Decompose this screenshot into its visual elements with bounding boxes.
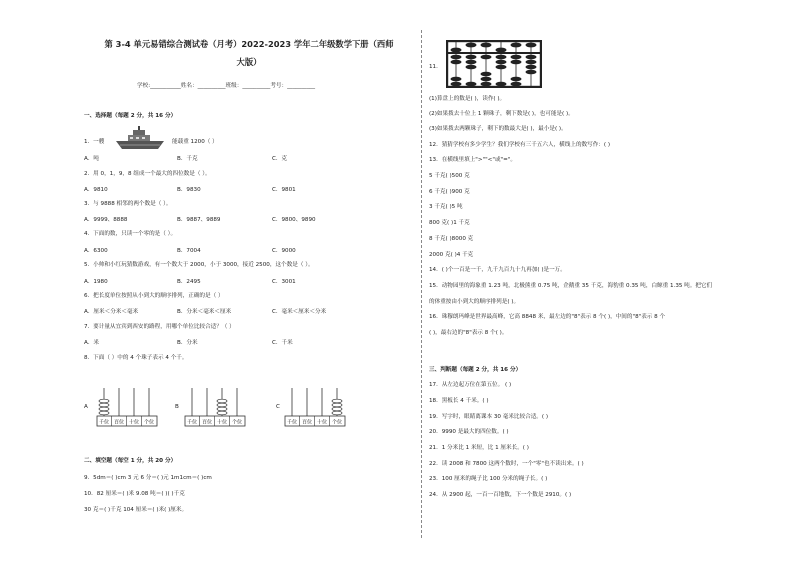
abacus-bead [511, 77, 522, 82]
abacus-bead [332, 399, 342, 403]
abacus-bead [526, 55, 537, 60]
q8-text: 8．下面（ ）中的 4 个珠子表示 4 个千。 [84, 355, 188, 361]
option-c: C．毫米＜厘米＜分米 [272, 309, 327, 315]
q16-text-b: ( )，最右边的"8"表示 8 个( )。 [429, 330, 508, 336]
option-a: A．米 [84, 340, 100, 346]
abacus-icon [96, 386, 158, 428]
abacus-place-label: 个位 [231, 419, 243, 426]
q19-text: 19．写字时，眼睛离课本 30 毫米比较合适。( ) [429, 414, 549, 420]
abacus-icon [446, 40, 542, 88]
abacus-bead [217, 399, 227, 403]
q17-text: 17．从左边起万位在第五位。 ( ) [429, 382, 512, 388]
option-c: C．9000 [272, 248, 296, 254]
abacus-place-label: 十位 [128, 419, 140, 426]
q13-item: 800 克( )1 千克 [429, 220, 470, 226]
q13-item: 5 千克( )500 克 [429, 173, 470, 179]
abacus-bead [511, 60, 522, 65]
q13-item: 6 千克( )900 克 [429, 189, 470, 195]
q1-text: 1．一艘 [84, 139, 105, 145]
abacus-bead [526, 43, 537, 48]
abacus-bead [99, 403, 109, 407]
option-c: C．3001 [272, 279, 296, 285]
q1-tail: 能载重 1200（ ） [172, 139, 218, 145]
abacus-place-label: 个位 [143, 419, 155, 426]
section3-heading: 三、判断题（每题 2 分，共 16 分） [429, 367, 522, 373]
q22-text: 22．读 2008 和 7800 这两个数时，一个"零"也不读出来。( ) [429, 461, 584, 467]
abacus-bead [217, 403, 227, 407]
q15-text-b: 的体重按由小到大的顺序排列是( )。 [429, 299, 520, 305]
abacus-bead [451, 77, 462, 82]
q7-text: 7．要计量从宜宾到西安的路程，用哪个单位比较合适？（ ） [84, 324, 235, 330]
column-divider [421, 30, 422, 538]
abacus-bead [466, 43, 477, 48]
abacus-bead [496, 48, 507, 53]
q21-text: 21．1 分米比 1 米短，比 1 厘米长。( ) [429, 445, 529, 451]
option-a: A．9810 [84, 187, 108, 193]
q8-option-a: A [84, 404, 88, 410]
section1-heading: 一、选择题（每题 2 分，共 16 分） [84, 113, 177, 119]
abacus-bead [481, 55, 492, 60]
option-b: B．分米＜毫米＜厘米 [177, 309, 232, 315]
abacus-place-label: 百位 [201, 419, 213, 426]
abacus-bead [451, 55, 462, 60]
abacus-bead [496, 55, 507, 60]
abacus-bead [451, 60, 462, 65]
abacus-place-label: 百位 [301, 419, 313, 426]
option-b: B．分米 [177, 340, 198, 346]
q5-text: 5．小帅和小红玩猜数游戏，有一个数大于 2000，小于 3000，接近 2500，这个数是（ ）。 [84, 262, 314, 268]
abacus-bead [332, 403, 342, 407]
option-b: B．千克 [177, 156, 198, 162]
abacus-bead [481, 82, 492, 87]
option-a: A．吨 [84, 156, 100, 162]
abacus-bead [217, 411, 227, 415]
q11a-text: (1)算盘上的数是( )，读作( )。 [429, 96, 506, 102]
abacus-bead [99, 407, 109, 411]
option-a: A．6300 [84, 248, 108, 254]
option-c: C．千米 [272, 340, 293, 346]
abacus-place-label: 千位 [98, 419, 110, 426]
q8-option-c: C [276, 404, 280, 410]
abacus-bead [496, 65, 507, 70]
abacus-bead [481, 77, 492, 82]
page-title-line1: 第 3-4 单元易错综合测试卷（月考）2022-2023 学年二年级数学下册（西师 [104, 39, 394, 49]
q3-text: 3．与 9888 相邻的两个数是（ ）。 [84, 201, 172, 207]
abacus-bead [332, 407, 342, 411]
q13-item: 2000 克( )4 千克 [429, 252, 474, 258]
student-info: 学校:___________姓名：__________班级：__________考号：__________ [137, 83, 316, 89]
option-b: B．2495 [177, 279, 201, 285]
q13-item: 3 千克( )5 吨 [429, 204, 463, 210]
abacus-bead [496, 60, 507, 65]
abacus-place-label: 千位 [286, 419, 298, 426]
abacus-icon [184, 386, 246, 428]
q11b-text: (2)如果拨去十位上 1 颗珠子，剩下数是( )，也可能是( )。 [429, 111, 574, 117]
abacus-bead [99, 399, 109, 403]
abacus-place-label: 个位 [331, 419, 343, 426]
abacus-bead [466, 82, 477, 87]
q4-text: 4．下面的数，只读一个零的是（ ）。 [84, 231, 177, 237]
q23-text: 23．100 厘米的绳子比 100 分米的绳子长。( ) [429, 476, 548, 482]
q10-text-b: 30 克＝( )千克 104 厘米＝( )米( )厘米。 [84, 507, 188, 513]
abacus-bead [511, 43, 522, 48]
abacus-bead [451, 48, 462, 53]
q2-text: 2．用 0，1，9，8 组成一个最大的四位数是（ ）。 [84, 171, 211, 177]
q13-text: 13．在横线里填上">""<"或"="。 [429, 157, 516, 163]
abacus-bead [451, 82, 462, 87]
option-b: B．7004 [177, 248, 201, 254]
q6-text: 6．把长度单位按照从小到大的顺序排列，正确的是（ ） [84, 293, 224, 299]
abacus-bead [526, 60, 537, 65]
abacus-bead [466, 65, 477, 70]
abacus-place-label: 千位 [186, 419, 198, 426]
q24-text: 24．从 2900 起，一百一百地数，下一个数是 2910。( ) [429, 492, 572, 498]
q15-text: 15．动物园里的海象重 1.23 吨，北极熊重 0.75 吨，企鹅重 35 千克，海豹重 0.35 吨，白鲸重 1.35 吨。把它们 [429, 283, 713, 289]
abacus-place-label: 十位 [316, 419, 328, 426]
abacus-bead [511, 55, 522, 60]
option-a: A．9999、8888 [84, 217, 128, 223]
q14-text: 14．( )个一百是一千，九千九百九十九再加( )是一万。 [429, 267, 566, 273]
abacus-bead [481, 43, 492, 48]
q18-text: 18．黑板长 4 千米。( ) [429, 398, 489, 404]
q11-text: 11． [429, 64, 442, 70]
abacus-bead [332, 411, 342, 415]
q11c-text: (3)如果拨去两颗珠子，剩下的数最大是( )，最小是( )。 [429, 126, 567, 132]
abacus-bead [511, 82, 522, 87]
abacus-icon [284, 386, 346, 428]
abacus-place-label: 十位 [216, 419, 228, 426]
page-title-line2: 大版） [236, 57, 262, 67]
abacus-bead [481, 72, 492, 77]
option-a: A．1980 [84, 279, 108, 285]
abacus-bead [496, 82, 507, 87]
abacus-bead [466, 60, 477, 65]
option-b: B．9887、9889 [177, 217, 221, 223]
option-c: C．9800、9890 [272, 217, 316, 223]
abacus-bead [526, 70, 537, 75]
ship-icon [114, 125, 166, 151]
abacus-bead [466, 55, 477, 60]
q10-text: 10．82 厘米＝( )米 9.08 吨＝( )( )千克 [84, 491, 185, 497]
abacus-bead [526, 65, 537, 70]
section2-heading: 二、填空题（每空 1 分，共 20 分） [84, 458, 177, 464]
q12-text: 12．猜猜学校有多少学生？我们学校有三千五六人，横线上的数写作：( ) [429, 142, 611, 148]
q9-text: 9．5dm＝( )cm 3 元 6 分＝( )元 1m1cm＝( )cm [84, 475, 212, 481]
option-c: C．9801 [272, 187, 296, 193]
q8-option-b: B [175, 404, 179, 410]
q13-item: 8 千克( )8000 克 [429, 236, 474, 242]
q16-text: 16．珠穆朗玛峰是世界最高峰，它高 8848 米，最左边的"8"表示 8 个( )，中间的"8"表示 8 个 [429, 314, 666, 320]
option-a: A．厘米＜分米＜毫米 [84, 309, 139, 315]
abacus-place-label: 百位 [113, 419, 125, 426]
option-c: C．克 [272, 156, 288, 162]
abacus-bead [217, 407, 227, 411]
option-b: B．9830 [177, 187, 201, 193]
abacus-bead [99, 411, 109, 415]
q20-text: 20．9990 是最大的四位数。( ) [429, 429, 509, 435]
